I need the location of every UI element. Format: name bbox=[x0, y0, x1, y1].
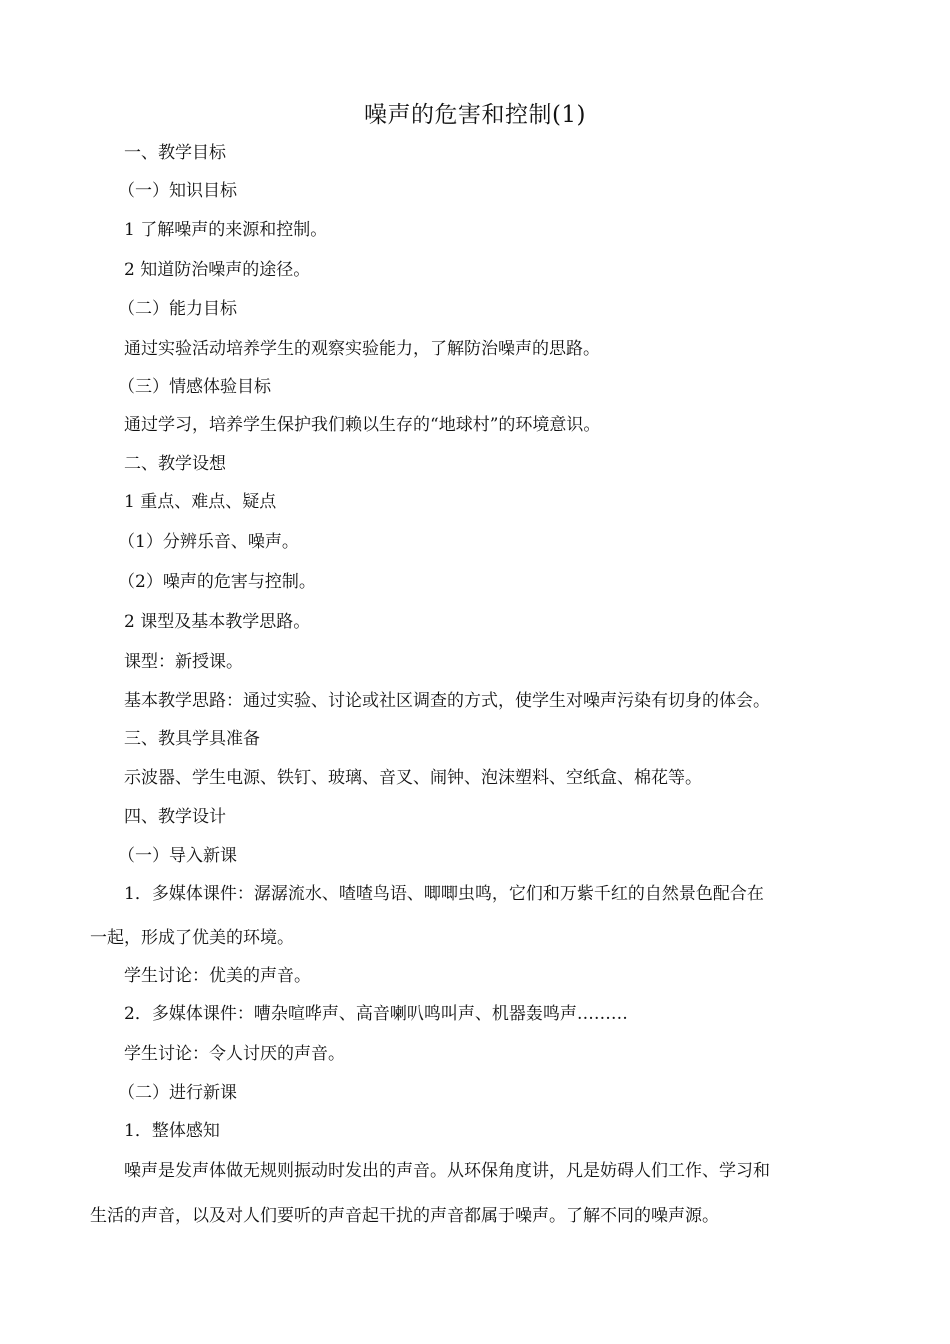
paragraph: （1）分辨乐音、噪声。 bbox=[118, 532, 299, 552]
paragraph: 通过学习，培养学生保护我们赖以生存的“地球村”的环境意识。 bbox=[124, 415, 601, 435]
paragraph: 噪声是发声体做无规则振动时发出的声音。从环保角度讲，凡是妨碍人们工作、学习和 bbox=[124, 1161, 770, 1181]
subheading-ability-objectives: （二）能力目标 bbox=[118, 299, 237, 319]
paragraph: 基本教学思路：通过实验、讨论或社区调查的方式，使学生对噪声污染有切身的体会。 bbox=[124, 691, 770, 711]
heading-teaching-design: 四、教学设计 bbox=[124, 807, 226, 827]
subheading-knowledge-objectives: （一）知识目标 bbox=[118, 181, 237, 201]
document-title: 噪声的危害和控制(1) bbox=[363, 102, 587, 128]
heading-teaching-ideas: 二、教学设想 bbox=[124, 454, 226, 474]
subheading-new-lesson: （二）进行新课 bbox=[118, 1083, 237, 1103]
paragraph: 生活的声音，以及对人们要听的声音起干扰的声音都属于噪声。了解不同的噪声源。 bbox=[90, 1206, 719, 1226]
paragraph: 1．多媒体课件：潺潺流水、喳喳鸟语、唧唧虫鸣，它们和万紫千红的自然景色配合在 bbox=[124, 884, 764, 904]
paragraph: 一起，形成了优美的环境。 bbox=[90, 928, 294, 948]
subheading-introduction: （一）导入新课 bbox=[118, 846, 237, 866]
heading-teaching-objectives: 一、教学目标 bbox=[124, 143, 226, 163]
paragraph: 2．多媒体课件：嘈杂喧哗声、高音喇叭鸣叫声、机器轰鸣声……… bbox=[124, 1004, 628, 1024]
paragraph: 1 了解噪声的来源和控制。 bbox=[124, 220, 328, 240]
paragraph: 学生讨论：优美的声音。 bbox=[124, 966, 311, 986]
paragraph: 示波器、学生电源、铁钉、玻璃、音叉、闹钟、泡沫塑料、空纸盒、棉花等。 bbox=[124, 768, 702, 788]
paragraph: 2 课型及基本教学思路。 bbox=[124, 612, 311, 632]
paragraph: 1 重点、难点、疑点 bbox=[124, 492, 277, 512]
paragraph: （2）噪声的危害与控制。 bbox=[118, 572, 316, 592]
subheading-emotional-objectives: （三）情感体验目标 bbox=[118, 377, 271, 397]
paragraph: 2 知道防治噪声的途径。 bbox=[124, 260, 311, 280]
paragraph: 1．整体感知 bbox=[124, 1121, 220, 1141]
heading-teaching-aids: 三、教具学具准备 bbox=[124, 729, 260, 749]
paragraph: 课型：新授课。 bbox=[124, 652, 243, 672]
paragraph: 通过实验活动培养学生的观察实验能力，了解防治噪声的思路。 bbox=[124, 339, 600, 359]
paragraph: 学生讨论：令人讨厌的声音。 bbox=[124, 1044, 345, 1064]
